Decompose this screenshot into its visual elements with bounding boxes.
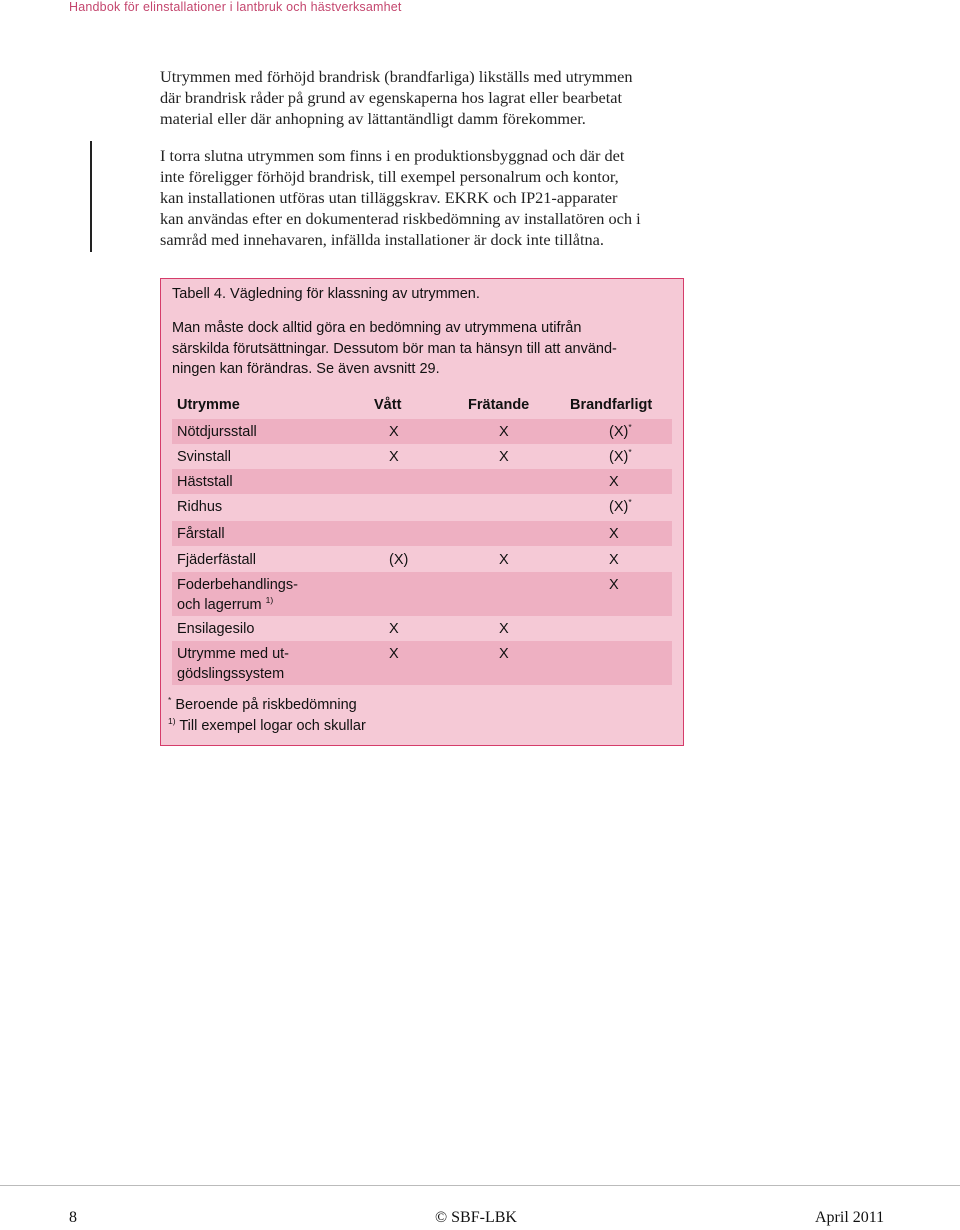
- cell-brandfarligt: [609, 422, 632, 442]
- row-name-line: och lagerrum: [177, 597, 262, 613]
- cell-value: (X): [609, 424, 629, 440]
- paragraph-line: inte föreligger förhöjd brandrisk, till exempel personalrum och kontor,: [160, 167, 619, 186]
- cell-brandfarligt: [609, 550, 619, 570]
- cell-fratande: X: [499, 449, 509, 465]
- table-row: [172, 419, 672, 444]
- paragraph-line: kan användas efter en dokumenterad riskbedömning av installatören och i: [160, 209, 641, 228]
- intro-line: Man måste dock alltid göra en bedömning av utrymmena utifrån: [172, 320, 582, 336]
- row-name: Ensilagesilo: [177, 621, 255, 637]
- footnote-text: Beroende på riskbedömning: [175, 697, 357, 713]
- table-row: [172, 494, 672, 521]
- table-row: [172, 547, 672, 572]
- paragraph-line: Utrymmen med förhöjd brandrisk (brandfarliga) likställs med utrymmen: [160, 67, 633, 86]
- publication-date: April 2011: [815, 1209, 885, 1226]
- cell-brandfarligt: [609, 524, 619, 544]
- cell-fratande: X: [499, 552, 509, 568]
- cell-value: X: [609, 526, 619, 542]
- header-utrymme: Utrymme: [177, 397, 240, 413]
- paragraph-1: [160, 66, 720, 129]
- row-name: Ridhus: [177, 499, 223, 515]
- table-row: [172, 521, 672, 546]
- row-name: [177, 575, 327, 615]
- row-name-line: Utrymme med ut-: [177, 646, 289, 662]
- footer-divider: [0, 1185, 960, 1186]
- paragraph-line: I torra slutna utrymmen som finns i en produktionsbyggnad och där det: [160, 146, 625, 165]
- footnote-mark: *: [628, 447, 632, 458]
- cell-vatt: X: [389, 449, 399, 465]
- row-name: [177, 644, 327, 684]
- cell-value: (X): [609, 449, 629, 465]
- footnote-mark: *: [628, 497, 632, 508]
- cell-brandfarligt: [609, 472, 619, 492]
- row-name: Nötdjursstall: [177, 424, 257, 440]
- paragraph-line: material eller där anhopning av lättantändligt damm förekommer.: [160, 109, 586, 128]
- table-title: Tabell 4. Vägledning för klassning av utrymmen.: [172, 286, 480, 302]
- row-name-line: gödslingssystem: [177, 666, 285, 682]
- footnote-2: [168, 718, 366, 734]
- footnote-mark: *: [628, 422, 632, 433]
- row-name: Fjäderfästall: [177, 552, 256, 568]
- change-bar: [90, 141, 92, 252]
- cell-value: (X): [609, 499, 629, 515]
- cell-brandfarligt: [609, 575, 619, 595]
- cell-brandfarligt: [609, 447, 632, 467]
- table-row: [172, 444, 672, 469]
- header-vatt: Vått: [374, 397, 402, 413]
- table-row: [172, 641, 672, 685]
- intro-line: ningen kan förändras. Se även avsnitt 29.: [172, 361, 440, 377]
- row-name: Häststall: [177, 474, 233, 490]
- row-name: Svinstall: [177, 449, 231, 465]
- cell-value: X: [609, 577, 619, 593]
- paragraph-line: samråd med innehavaren, infällda installationer är dock inte tillåtna.: [160, 230, 604, 249]
- header-brandfarligt: Brandfarligt: [570, 397, 653, 413]
- paragraph-line: kan installationen utföras utan tilläggskrav. EKRK och IP21-apparater: [160, 188, 618, 207]
- table-row: [172, 616, 672, 641]
- footnote-text: Till exempel logar och skullar: [179, 718, 366, 734]
- paragraph-2: [160, 145, 720, 250]
- cell-fratande: X: [499, 646, 509, 662]
- footnote-mark: 1): [265, 595, 274, 606]
- cell-vatt: (X): [389, 552, 409, 568]
- paragraph-line: där brandrisk råder på grund av egenskaperna hos lagrat eller bearbetat: [160, 88, 622, 107]
- classification-table: [160, 278, 684, 746]
- table-row: [172, 469, 672, 494]
- table-intro: [172, 318, 672, 380]
- row-name: Fårstall: [177, 526, 225, 542]
- cell-vatt: X: [389, 621, 399, 637]
- intro-line: särskilda förutsättningar. Dessutom bör man ta hänsyn till att använd-: [172, 340, 617, 357]
- cell-vatt: X: [389, 424, 399, 440]
- header-fratande: Frätande: [468, 397, 530, 413]
- page-number: 8: [69, 1209, 77, 1226]
- table-row: [172, 572, 672, 616]
- footnote-1: [168, 697, 357, 713]
- row-name-line: Foderbehandlings-: [177, 577, 298, 593]
- copyright: © SBF-LBK: [435, 1209, 517, 1226]
- cell-fratande: X: [499, 621, 509, 637]
- running-head: Handbok för elinstallationer i lantbruk och hästverksamhet: [69, 0, 402, 14]
- cell-value: X: [609, 552, 619, 568]
- footnote-mark: 1): [168, 716, 176, 727]
- footnote-mark: *: [168, 695, 172, 706]
- cell-brandfarligt: [609, 497, 632, 517]
- cell-value: X: [609, 474, 619, 490]
- cell-vatt: X: [389, 646, 399, 662]
- cell-fratande: X: [499, 424, 509, 440]
